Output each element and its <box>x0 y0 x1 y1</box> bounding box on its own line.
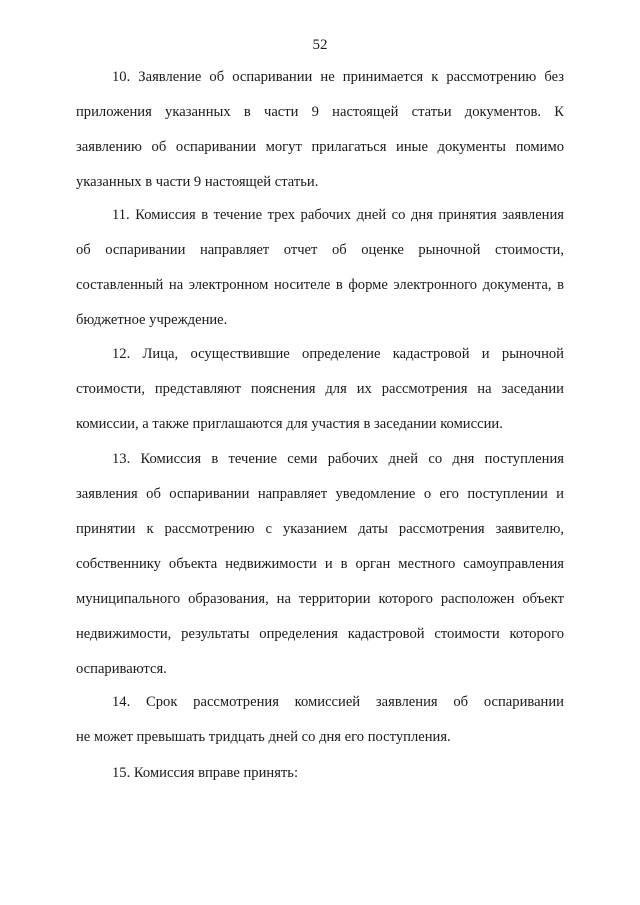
paragraph-line: приложения указанных в части 9 настоящей статьи документов. К <box>76 104 564 120</box>
paragraph-14 <box>76 685 564 755</box>
paragraph-line: собственнику объекта недвижимости и в орган местного самоуправления <box>76 556 564 572</box>
paragraph-line: составленный на электронном носителе в форме электронного документа, в <box>76 277 564 293</box>
paragraph-12 <box>76 337 564 442</box>
page-number: 52 <box>312 37 328 53</box>
paragraph-line: заявлению об оспаривании могут прилагаться иные документы помимо <box>76 139 564 155</box>
paragraph-line: указанных в части 9 настоящей статьи. <box>76 174 319 190</box>
paragraph-15 <box>76 756 564 791</box>
paragraph-line: стоимости, представляют пояснения для их рассмотрения на заседании <box>76 381 564 397</box>
paragraph-line: 12. Лица, осуществившие определение кадастровой и рыночной <box>112 346 564 362</box>
paragraph-line: бюджетное учреждение. <box>76 312 228 328</box>
paragraph-line: 13. Комиссия в течение семи рабочих дней со дня поступления <box>112 451 564 467</box>
paragraph-line: комиссии, а также приглашаются для участия в заседании комиссии. <box>76 416 503 432</box>
paragraph-11 <box>76 198 564 338</box>
paragraph-13 <box>76 442 564 687</box>
paragraph-10 <box>76 60 564 200</box>
paragraph-line: 10. Заявление об оспаривании не принимается к рассмотрению без <box>112 69 564 85</box>
paragraph-line: 14. Срок рассмотрения комиссией заявления об оспаривании <box>112 694 564 710</box>
paragraph-line: муниципального образования, на территории которого расположен объект <box>76 591 564 607</box>
paragraph-line: 11. Комиссия в течение трех рабочих дней со дня принятия заявления <box>112 207 564 223</box>
paragraph-line: 15. Комиссия вправе принять: <box>112 765 299 781</box>
paragraph-line: не может превышать тридцать дней со дня его поступления. <box>76 729 451 745</box>
paragraph-line: заявления об оспаривании направляет уведомление о его поступлении и <box>76 486 564 502</box>
paragraph-line: об оспаривании направляет отчет об оценке рыночной стоимости, <box>76 242 564 258</box>
paragraph-line: оспариваются. <box>76 661 167 677</box>
paragraph-line: недвижимости, результаты определения кадастровой стоимости которого <box>76 626 564 642</box>
paragraph-line: принятии к рассмотрению с указанием даты рассмотрения заявителю, <box>76 521 564 537</box>
